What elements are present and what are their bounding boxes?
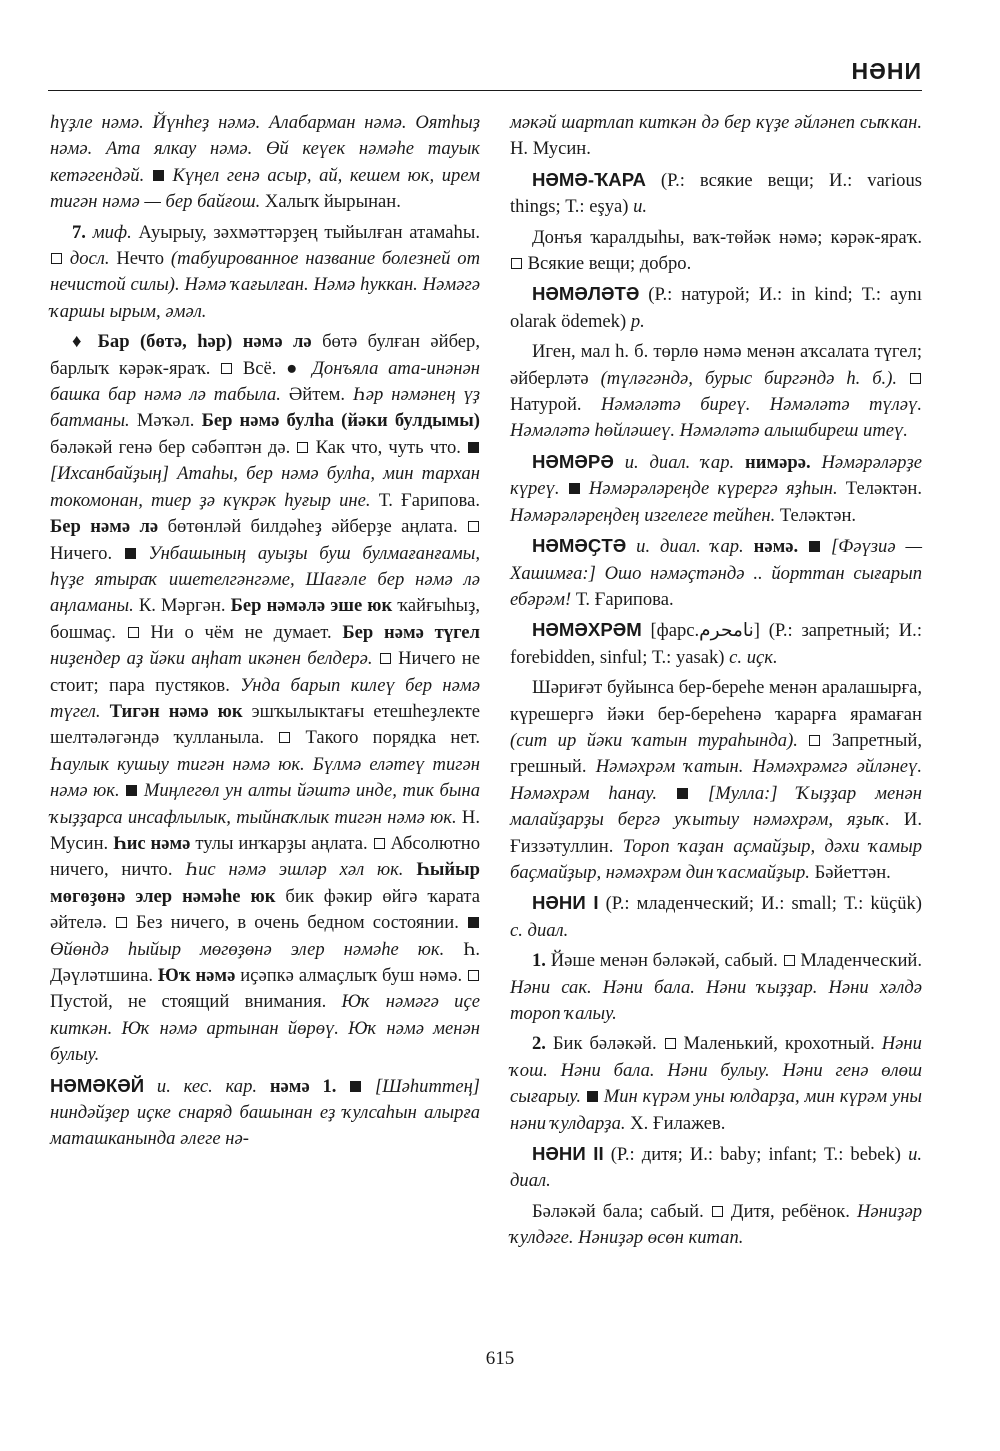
- definition-text: Ауырыу, зәхмәттәрҙең тыйылған атамаһы.: [138, 221, 480, 243]
- example-text: Нәни ҡош. Нәни бала. Нәни булыу. Нәни генә өлөш сығарыу.: [510, 1033, 922, 1108]
- example-text: мәкәй шартлап киткән дә бер күҙе әйләнеп сыҡкан.: [510, 112, 922, 133]
- example-text: Һаулык кушыу тигән нәмә юк. Бүлмә еләтеү тигән нәмә юк.: [50, 753, 480, 802]
- entry-nani-1: [510, 890, 922, 944]
- crossref-text: нәмә 1.: [269, 1075, 337, 1097]
- example-text: Унбашының ауыҙы буш булмағанғамы, һүҙе ятыраҡ ишетелгәнгәме, Шағәле бер нәмә лә аңламаны.: [50, 542, 480, 617]
- phrase-bold: Һис нәмә: [113, 832, 191, 854]
- white-square-icon: [380, 653, 391, 664]
- label-text: и. диал.: [510, 1144, 923, 1192]
- translation-text: Ни о чём не думает.: [150, 621, 332, 643]
- source-text: Теләктән.: [845, 478, 922, 500]
- translation-text: Всякие вещи; добро.: [527, 253, 692, 275]
- definition-text: Донъя ҡаралдыһы, ваҡ-төйәк нәмә; кәрәк-яраҡ.: [532, 226, 922, 248]
- entry-namakai: [50, 1073, 480, 1153]
- white-square-icon: [51, 253, 62, 264]
- definition-paragraph: [510, 1199, 922, 1252]
- example-text: [Фәүзиә — Хашимға:] Ошо нәмәҫтәндә .. йорттан сығарып ебәрәм!: [510, 536, 923, 610]
- entry-nani-2: [510, 1141, 922, 1195]
- headword: НӘМӘРӘ: [532, 450, 614, 472]
- definition-text: Иген, мал h. б. төрлө нәмә менән аҡсалата түгел; әйберләтә: [510, 341, 922, 389]
- source-text: Т. Ғарипова.: [378, 489, 480, 511]
- equivalents-text: (Р.: натурой; И.: in kind; Т.: aynı olarak ödemek): [510, 284, 922, 332]
- source-text: Т. Ғарипова.: [575, 588, 674, 610]
- running-head: НӘНИ: [851, 58, 922, 84]
- label-text: и.: [633, 196, 648, 218]
- label-text: и. кес. кар.: [156, 1075, 258, 1097]
- definition-paragraph: [510, 225, 922, 278]
- source-text: К. Мәргән.: [138, 595, 226, 617]
- white-square-icon: [809, 735, 820, 746]
- sense-2: [510, 1031, 922, 1137]
- sense-number: 2.: [532, 1033, 546, 1055]
- black-square-icon: [677, 788, 688, 799]
- translation-text: Ничего.: [50, 542, 113, 564]
- entry-namalata: [510, 281, 922, 335]
- example-text: Донъяла ата-инәнән башка бар нәмә лә табыла.: [50, 357, 480, 406]
- white-square-icon: [511, 258, 522, 269]
- definition-text: ниҙендер аҙ йәки аңһат икәнен белдерә.: [50, 648, 373, 670]
- sense-1: [510, 948, 922, 1027]
- example-text: (табуированное название болезней от нечистой силы). Нәмә ҡағылған. Нәмә һуккан. Нәмәгә ҡаршы ырым, әмәл.: [50, 248, 481, 322]
- label-text: с. иҫк.: [729, 646, 778, 668]
- translation-text: Ничего не стоит; пара пустяков.: [50, 648, 480, 696]
- equivalents-text: (Р.: дитя; И.: baby; infant; Т.: bebek): [610, 1144, 901, 1166]
- label-text: р.: [630, 310, 645, 332]
- arabic-etymon: نامحرم: [699, 620, 754, 642]
- white-square-icon: [784, 955, 795, 966]
- translation-text: Без ничего, в очень бедном состоянии.: [136, 912, 459, 934]
- white-square-icon: [297, 442, 308, 453]
- translation-text: Всё. ●: [242, 357, 303, 379]
- white-square-icon: [374, 838, 385, 849]
- example-text: [Ихсанбайҙың] Атаһы, бер нәмә булһа, мин тархан токомонан, тиер ҙә күкрәк һуғыр ине.: [50, 463, 480, 511]
- translation-text: Дитя, ребёнок.: [730, 1200, 850, 1222]
- definition-text: Йәше менән бәләкәй, сабый.: [550, 950, 778, 972]
- sense-number: 7.: [72, 221, 86, 243]
- example-text: Унда барып килеү бер нәмә түгел.: [50, 674, 480, 722]
- example-text: Нәмәрәләрҙе күреү.: [510, 451, 922, 500]
- white-square-icon: [221, 363, 232, 374]
- example-text: Һәр нәмәнең үҙ батманы.: [50, 384, 481, 432]
- translation-text: Как что, чуть что.: [315, 436, 461, 458]
- label-text: миф.: [92, 221, 132, 243]
- example-text: Һис нәмә эшләр хәл юк.: [185, 859, 404, 881]
- definition-text: эшҡылыктағы етешһеҙлекте шелтәләгәндә ҡулланыла.: [50, 700, 480, 749]
- phraseology-block: [50, 329, 480, 1068]
- left-column: [50, 110, 480, 1153]
- crossref-text: нәмә.: [753, 536, 799, 558]
- definition-text: бөтөнләй билдәһеҙ әйберҙе аңлата.: [167, 516, 458, 538]
- definition-text: Шәриғәт буйынса бер-береһе менән аралашырға, күрешергә йәки бер-береһенә ҡарарға ярамаған: [510, 677, 922, 725]
- translation-text: Абсолютно ничего, ничто.: [50, 832, 480, 881]
- white-square-icon: [468, 970, 479, 981]
- example-text: Өйөндә һыйыр мөгөҙөнә элер нәмәһе юк.: [50, 938, 445, 960]
- phrase-bold: Бер нәмәлә эше юк: [230, 595, 393, 617]
- crossref-text: нимәрә.: [745, 451, 811, 473]
- sense-number: 1.: [532, 950, 546, 972]
- headword: НӘМӘ-ҠАРА: [532, 168, 646, 190]
- translation-text: Младенческий.: [800, 950, 922, 972]
- example-text: [Мулла:] Ҡыҙҙар менән малайҙарҙы бергә уҡытыу нәмәхрәм, яҙыҡ.: [510, 782, 922, 831]
- definition-text: тулы инҡарҙы аңлата.: [195, 832, 368, 854]
- definition-text: бәләкәй генә бер сәбәптән дә.: [50, 436, 291, 458]
- example-text: Нәни сак. Нәни бала. Нәни ҡыҙҙар. Нәни хәлдә тороп ҡалыу.: [510, 976, 922, 1024]
- example-text: Юҡ нәмәгә иҫе киткән. Юҡ нәмә артынан йөрөү. Юҡ нәмә менән булыу.: [50, 991, 480, 1066]
- definition-text: (түләгәндә, бурыс биргәндә h. б.).: [600, 367, 898, 389]
- definition-text: Бәләкәй бала; сабый.: [532, 1200, 704, 1222]
- page-number: 615: [485, 1348, 515, 1369]
- phrase-bold: Бер нәмә түгел: [342, 621, 480, 643]
- phrase-bold: Бер нәмә лә: [50, 516, 159, 538]
- phrase-bold: Бер нәмә булһа (йәки булдымы): [201, 410, 480, 432]
- example-text: Миңлегөл ун алты йәштә инде, тик бына ҡыҙҙарса инсафлылык, тыйнаҡлык тигән нәмә юк.: [50, 780, 480, 828]
- source-text: И. Ғиззәтуллин.: [510, 809, 922, 857]
- white-square-icon: [468, 521, 479, 532]
- example-text: һүҙле нәмә. Йүнһеҙ нәмә. Алабарман нәмә. Оятһыҙ нәмә. Ата ялкау нәмә. Өй кеүек нәмәһе тауык кетәгендәй.: [50, 112, 480, 186]
- entry-nama-kara: [510, 167, 922, 221]
- headword: НӘНИ II: [532, 1143, 604, 1165]
- definition-text: бөтә булған әйбер, барлыҡ кәрәк-яраҡ.: [50, 331, 480, 379]
- label-text: и. диал. ҡар.: [636, 536, 744, 558]
- example-text: Нәмәхрәм ҡатын. Нәмәхрәмгә әйләнеү. Нәмәхрәм һанау.: [510, 756, 922, 804]
- black-square-icon: [569, 483, 580, 494]
- label-text: с. диал.: [510, 919, 569, 941]
- definition-text: иҫәпкә алмаҫлыҡ буш нәмә.: [240, 965, 463, 986]
- phrase-bold: Һыйыр мөгөҙөнә элер нәмәһе юк: [50, 859, 481, 907]
- example-text: Нәмәрәләреңде күрергә яҙһын.: [588, 478, 838, 500]
- white-square-icon: [665, 1038, 676, 1049]
- headword: НӘМӘХРӘМ: [532, 619, 642, 641]
- definition-text: (сит ир йәки ҡатын тураһында).: [510, 729, 798, 751]
- phrase-bold: Тигән нәмә юк: [109, 700, 243, 722]
- example-text: Мин күрәм уны юлдарҙа, мин күрәм уны нәни ҡулдарҙа.: [510, 1086, 923, 1134]
- entry-namakhram: [510, 617, 922, 671]
- right-column: [510, 110, 922, 1252]
- etymology-text: [фарс.: [650, 620, 700, 642]
- example-text: Күңел генә асыр, ай, кешем юк, ирем тигән нәмә — бер байғош.: [50, 164, 480, 213]
- example-text: Нәмәләтә биреү. Нәмәләтә түләү. Нәмәләтә һөйләшеү. Нәмәләтә алышбиреш итеү.: [510, 394, 922, 442]
- label-text: и. диал. ҡар.: [624, 451, 735, 473]
- translation-text: Маленький, крохотный.: [683, 1033, 875, 1055]
- black-square-icon: [587, 1091, 598, 1102]
- phrase-bold: Юҡ нәмә: [157, 965, 236, 986]
- label-text: досл.: [69, 248, 110, 270]
- definition-text: ҡайғыһыҙ, бошмаҫ.: [50, 595, 481, 643]
- white-square-icon: [128, 627, 139, 638]
- headword: НӘМӘЛӘТӘ: [532, 283, 640, 305]
- source-text: Бәйеттән.: [814, 861, 891, 883]
- source-text: Н. Мусин.: [50, 806, 480, 854]
- black-square-icon: [125, 548, 136, 559]
- translation-text: Нечто: [116, 248, 165, 270]
- equivalents-text: (Р.: всякие вещи; И.: various things; Т.: eşya): [510, 169, 922, 218]
- source-text: Мәҡәл.: [136, 410, 195, 432]
- black-square-icon: [126, 785, 137, 796]
- source-text: Һ. Дәүләтшина.: [50, 938, 480, 986]
- entry-continuation: [510, 110, 922, 163]
- header-rule: [48, 90, 922, 91]
- translation-text: Пустой, не стоящий внимания.: [50, 991, 327, 1013]
- white-square-icon: [712, 1206, 723, 1217]
- translation-text: Натурой.: [510, 394, 582, 416]
- source-text: Әйтем.: [288, 384, 346, 406]
- headword: НӘНИ I: [532, 892, 599, 914]
- example-text: Нәмәрәләреңдең изгелеге тейһен.: [510, 504, 776, 526]
- black-square-icon: [809, 541, 820, 552]
- entry-namara: [510, 449, 922, 529]
- source-text: Теләктән.: [779, 504, 857, 526]
- definition-paragraph: [510, 339, 922, 445]
- black-square-icon: [350, 1081, 361, 1092]
- definition-text: Бик бәләкәй.: [552, 1033, 657, 1055]
- white-square-icon: [279, 732, 290, 743]
- black-square-icon: [468, 442, 479, 453]
- white-square-icon: [910, 373, 921, 384]
- source-text: Х. Ғилажев.: [630, 1112, 726, 1134]
- headword: НӘМӘҪТӘ: [532, 535, 627, 557]
- white-square-icon: [116, 917, 127, 928]
- definition-text: бик фәкир өйгә ҡарата әйтелә.: [50, 885, 481, 934]
- example-text: Тороп ҡаҙан аҫмайҙыр, дәхи ҡамыр баҫмайҙыр, нәмәхрәм дин ҡасмайҙыр.: [510, 835, 922, 883]
- phrase-bold: ♦ Бар (бөтә, һәр) нәмә лә: [72, 331, 312, 353]
- definition-paragraph: [510, 675, 922, 886]
- headword: НӘМӘКӘЙ: [50, 1074, 145, 1096]
- entry-continuation: [50, 110, 480, 216]
- source-text: Н. Мусин.: [510, 138, 591, 160]
- black-square-icon: [153, 170, 164, 181]
- equivalents-text: ] (Р.: запретный; И.: forebidden, sinful; Т.: yasak): [510, 620, 922, 668]
- example-text: Нәниҙәр ҡулдәге. Нәниҙәр өсөн китап.: [510, 1200, 923, 1249]
- black-square-icon: [468, 917, 479, 928]
- source-text: Халыҡ йырынан.: [264, 191, 401, 213]
- sense-7: [50, 220, 480, 326]
- translation-text: Запретный, грешный.: [510, 729, 922, 778]
- translation-text: Такого порядка нет.: [305, 727, 481, 749]
- entry-namasta: [510, 533, 922, 613]
- equivalents-text: (Р.: младенческий; И.: small; Т.: küçük): [605, 893, 922, 915]
- example-text: [Шәһиттең] ниндәйҙер иҫке снаряд башынан еҙ ҡулсаһын алырға маташканында әлеге нә-: [50, 1075, 481, 1150]
